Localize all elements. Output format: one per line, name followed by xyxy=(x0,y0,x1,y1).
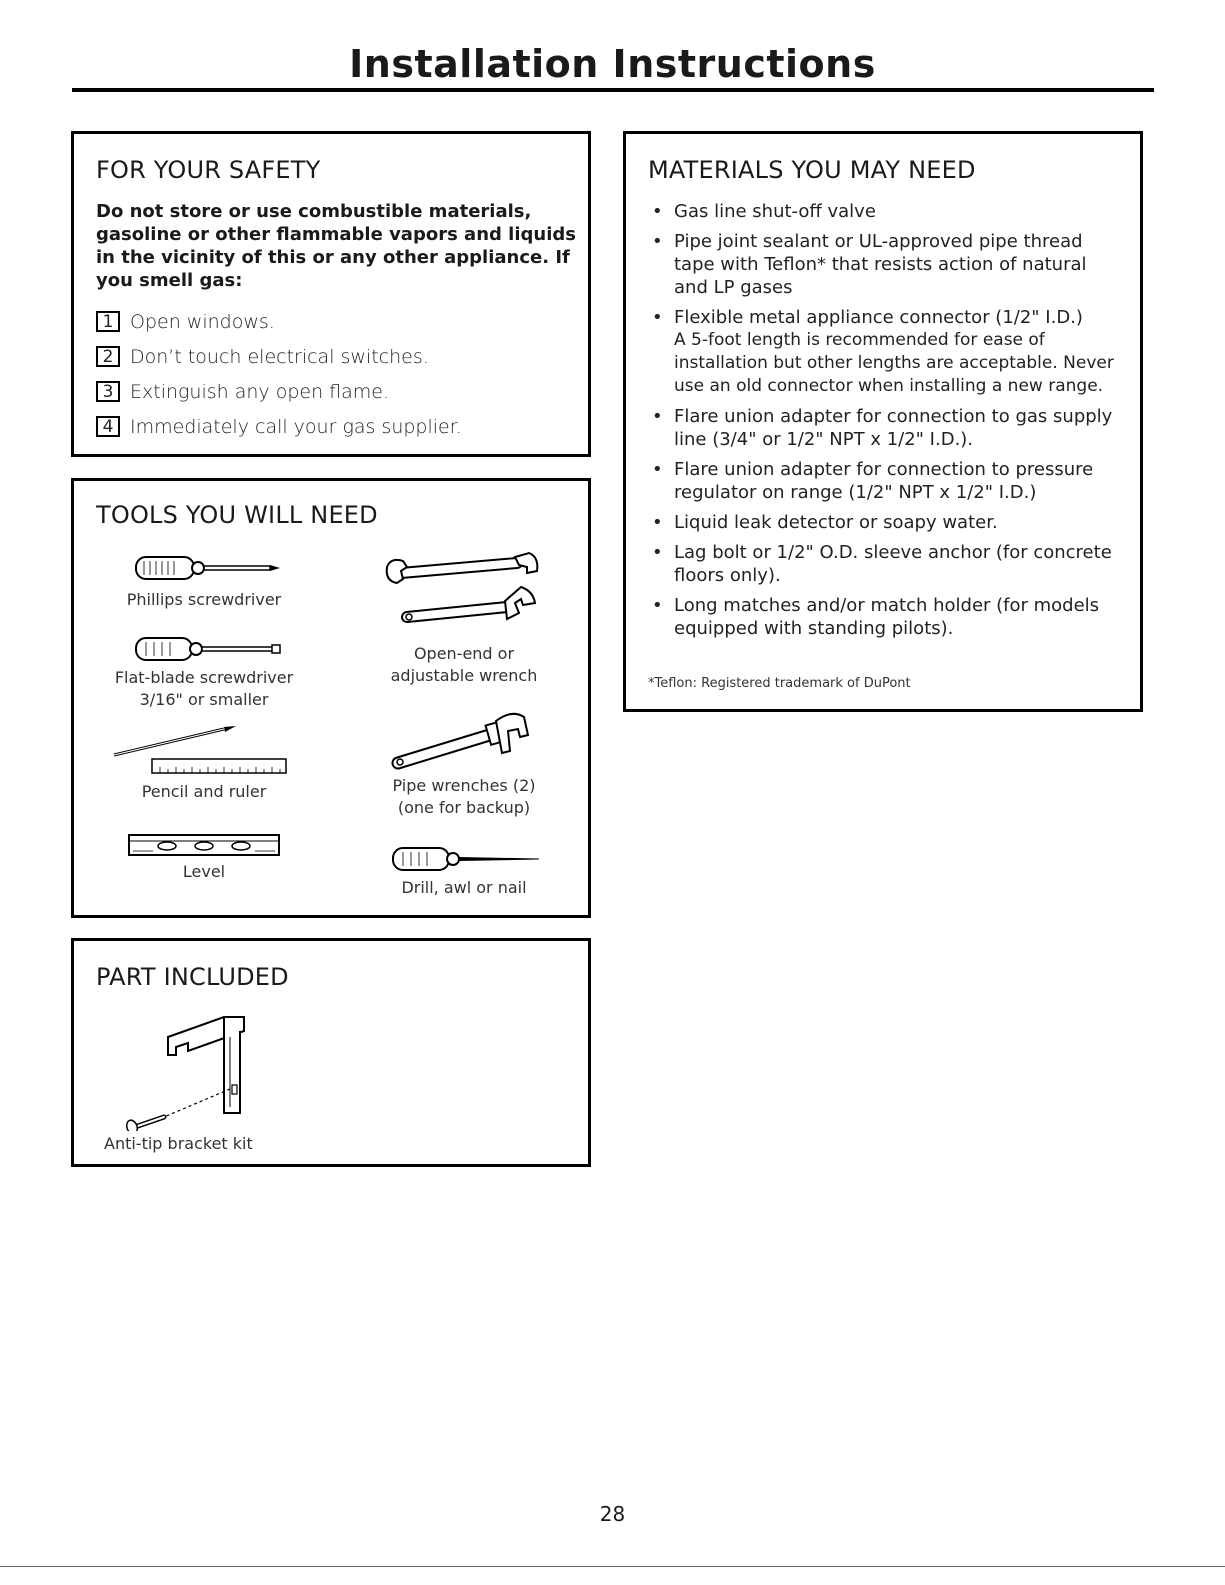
tool-label: Flat-blade screwdriver xyxy=(114,668,294,687)
tool-level xyxy=(94,831,314,883)
tool-label: Drill, awl or nail xyxy=(401,878,527,897)
tool-sublabel: adjustable wrench xyxy=(390,666,538,685)
materials-item-note: A 5-foot length is recommended for ease of installation but other lengths are acceptable. Never use an old connector when installing a new range. xyxy=(674,330,1114,396)
part-box xyxy=(71,938,591,1167)
tool-pencil-ruler xyxy=(94,721,314,803)
bottom-divider xyxy=(0,1566,1225,1567)
materials-item-text: Long matches and/or match holder (for models equipped with standing pilots). xyxy=(674,595,1100,639)
step-number: 2 xyxy=(96,346,120,367)
level-icon xyxy=(119,831,289,861)
step-text: Open windows. xyxy=(130,310,275,333)
tool-flat-screwdriver xyxy=(94,631,314,711)
safety-steps xyxy=(96,304,462,444)
flat-screwdriver-icon xyxy=(124,631,284,667)
materials-list xyxy=(648,200,1126,647)
safety-step xyxy=(96,304,462,339)
step-text: Extinguish any open flame. xyxy=(130,380,389,403)
materials-item xyxy=(648,458,1126,504)
materials-item xyxy=(648,306,1126,398)
page-title: Installation Instructions xyxy=(349,42,876,86)
tool-phillips-screwdriver xyxy=(104,549,304,611)
page-number: 28 xyxy=(599,1502,626,1526)
title-divider xyxy=(72,88,1154,92)
tool-pipe-wrench xyxy=(364,707,564,819)
part-heading: PART INCLUDED xyxy=(96,963,289,991)
step-number: 4 xyxy=(96,416,120,437)
tool-awl xyxy=(364,841,564,899)
tool-label: Open-end or xyxy=(413,644,515,663)
materials-item-text: Flare union adapter for connection to pressure regulator on range (1/2" NPT x 1/2" I.D.) xyxy=(674,459,1094,503)
tools-heading: TOOLS YOU WILL NEED xyxy=(96,501,378,529)
anti-tip-bracket-icon xyxy=(124,1007,264,1131)
materials-item-text: Lag bolt or 1/2" O.D. sleeve anchor (for concrete floors only). xyxy=(674,542,1112,586)
step-text: Immediately call your gas supplier. xyxy=(130,415,462,438)
part-anti-tip-bracket xyxy=(104,1007,274,1155)
awl-icon xyxy=(379,841,549,877)
pencil-ruler-icon xyxy=(104,721,304,781)
teflon-footnote: *Teflon: Registered trademark of DuPont xyxy=(648,676,911,691)
part-label: Anti-tip bracket kit xyxy=(104,1134,253,1153)
tool-label: Phillips screwdriver xyxy=(126,590,282,609)
materials-item-text: Liquid leak detector or soapy water. xyxy=(674,512,998,533)
materials-item xyxy=(648,200,1126,223)
tool-wrench xyxy=(364,551,564,687)
safety-step xyxy=(96,339,462,374)
tool-sublabel: 3/16" or smaller xyxy=(139,690,269,709)
materials-item-text: Flare union adapter for connection to gas supply line (3/4" or 1/2" NPT x 1/2" I.D.). xyxy=(674,406,1113,450)
tools-box xyxy=(71,478,591,918)
step-text: Don’t touch electrical switches. xyxy=(130,345,429,368)
materials-item-text: Pipe joint sealant or UL-approved pipe thread tape with Teflon* that resists action of natural and LP gases xyxy=(674,231,1087,298)
materials-item xyxy=(648,511,1126,534)
safety-warning: Do not store or use combustible materials, gasoline or other flammable vapors and liquids in the vicinity of this or any other appliance. If you smell gas: xyxy=(96,201,576,291)
safety-step xyxy=(96,374,462,409)
phillips-screwdriver-icon xyxy=(124,549,284,589)
materials-box xyxy=(623,131,1143,712)
materials-heading: MATERIALS YOU MAY NEED xyxy=(648,156,976,184)
tool-label: Level xyxy=(182,862,226,881)
wrench-icon xyxy=(379,551,549,643)
step-number: 1 xyxy=(96,311,120,332)
safety-heading: FOR YOUR SAFETY xyxy=(96,156,321,184)
tool-label: Pencil and ruler xyxy=(141,782,267,801)
materials-item-text: Flexible metal appliance connector (1/2" I.D.) xyxy=(674,307,1083,328)
materials-item xyxy=(648,230,1126,299)
safety-box xyxy=(71,131,591,457)
tool-sublabel: (one for backup) xyxy=(397,798,531,817)
materials-item-text: Gas line shut-off valve xyxy=(674,201,876,222)
pipe-wrench-icon xyxy=(384,707,544,775)
materials-item xyxy=(648,594,1126,640)
safety-step xyxy=(96,409,462,444)
materials-item xyxy=(648,541,1126,587)
materials-item xyxy=(648,405,1126,451)
tool-label: Pipe wrenches (2) xyxy=(392,776,536,795)
step-number: 3 xyxy=(96,381,120,402)
